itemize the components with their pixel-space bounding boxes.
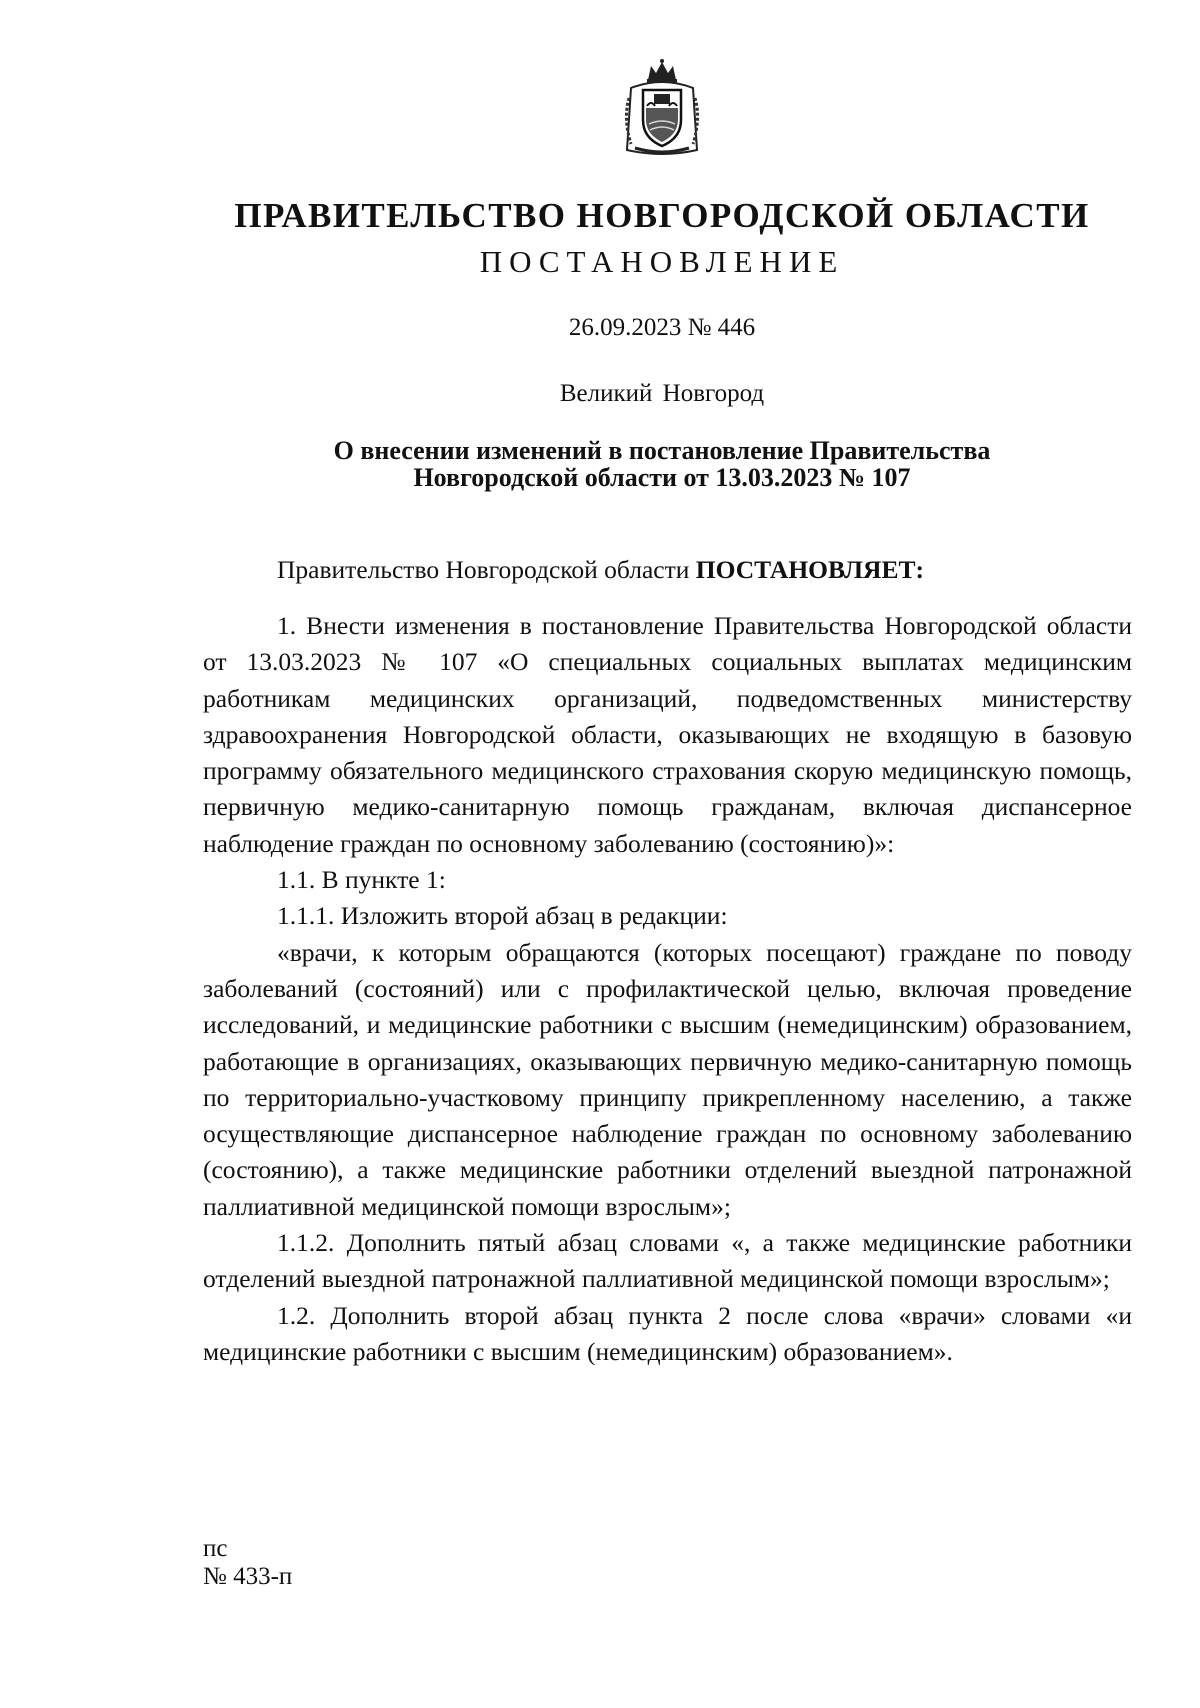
document-place: Великий Новгород xyxy=(559,380,765,407)
coat-of-arms-icon xyxy=(621,58,703,158)
footer-line-2: № 433-п xyxy=(203,1563,293,1590)
document-body xyxy=(203,608,1132,1370)
organization-title: ПРАВИТЕЛЬСТВО НОВГОРОДСКОЙ ОБЛАСТИ xyxy=(234,196,1090,235)
intro-lead: Правительство Новгородской области xyxy=(277,555,690,584)
footer-reference xyxy=(203,1535,292,1591)
intro-line xyxy=(203,555,1132,585)
footer-line-1: пс xyxy=(203,1535,228,1562)
document-subject xyxy=(0,437,1200,491)
paragraph-1: 1. Внести изменения в постановление Правительства Новгородской области от 13.03.2023 № 107 «О специальных социальных выплатах медицинским работникам медицинских организаций, подведомственных министерству здравоохранения Новгородской области, оказывающих не входящую в базовую программу обязательного медицинского страхования скорую медицинскую помощь, первичную медико-санитарную помощь гражданам, включая диспансерное наблюдение граждан по основному заболеванию (состоянию)»: xyxy=(203,611,1132,858)
paragraph-1-2: 1.2. Дополнить второй абзац пункта 2 после слова «врачи» словами «и медицинские работники с высшим (немедицинским) образованием». xyxy=(203,1300,1132,1366)
document-date-number: 26.09.2023 № 446 xyxy=(568,314,756,341)
intro-action: ПОСТАНОВЛЯЕТ: xyxy=(695,555,924,584)
paragraph-1-1-2: 1.1.2. Дополнить пятый абзац словами «, а также медицинские работники отделений выездной патронажной паллиативной медицинской помощи взрослым»; xyxy=(203,1228,1132,1294)
paragraph-quote: «врачи, к которым обращаются (которых посещают) граждане по поводу заболеваний (состояний) или с профилактической целью, включая проведение исследований, и медицинские работники с высшим (немедицинским) образованием, работающие в организациях, оказывающих первичную медико-санитарную помощь по территориально-участковому принципу прикрепленному населению, а также осуществляющие диспансерное наблюдение граждан по основному заболеванию (состоянию), а также медицинские работники отделений выездной патронажной паллиативной медицинской помощи взрослым»; xyxy=(203,937,1132,1221)
paragraph-1-1-1: 1.1.1. Изложить второй абзац в редакции: xyxy=(277,901,728,931)
paragraph-1-1: 1.1. В пункте 1: xyxy=(277,865,446,895)
subject-line-1: О внесении изменений в постановление Правительства xyxy=(333,436,991,465)
subject-line-2: Новгородской области от 13.03.2023 № 107 xyxy=(413,463,911,492)
document-type: ПОСТАНОВЛЕНИЕ xyxy=(479,244,845,279)
